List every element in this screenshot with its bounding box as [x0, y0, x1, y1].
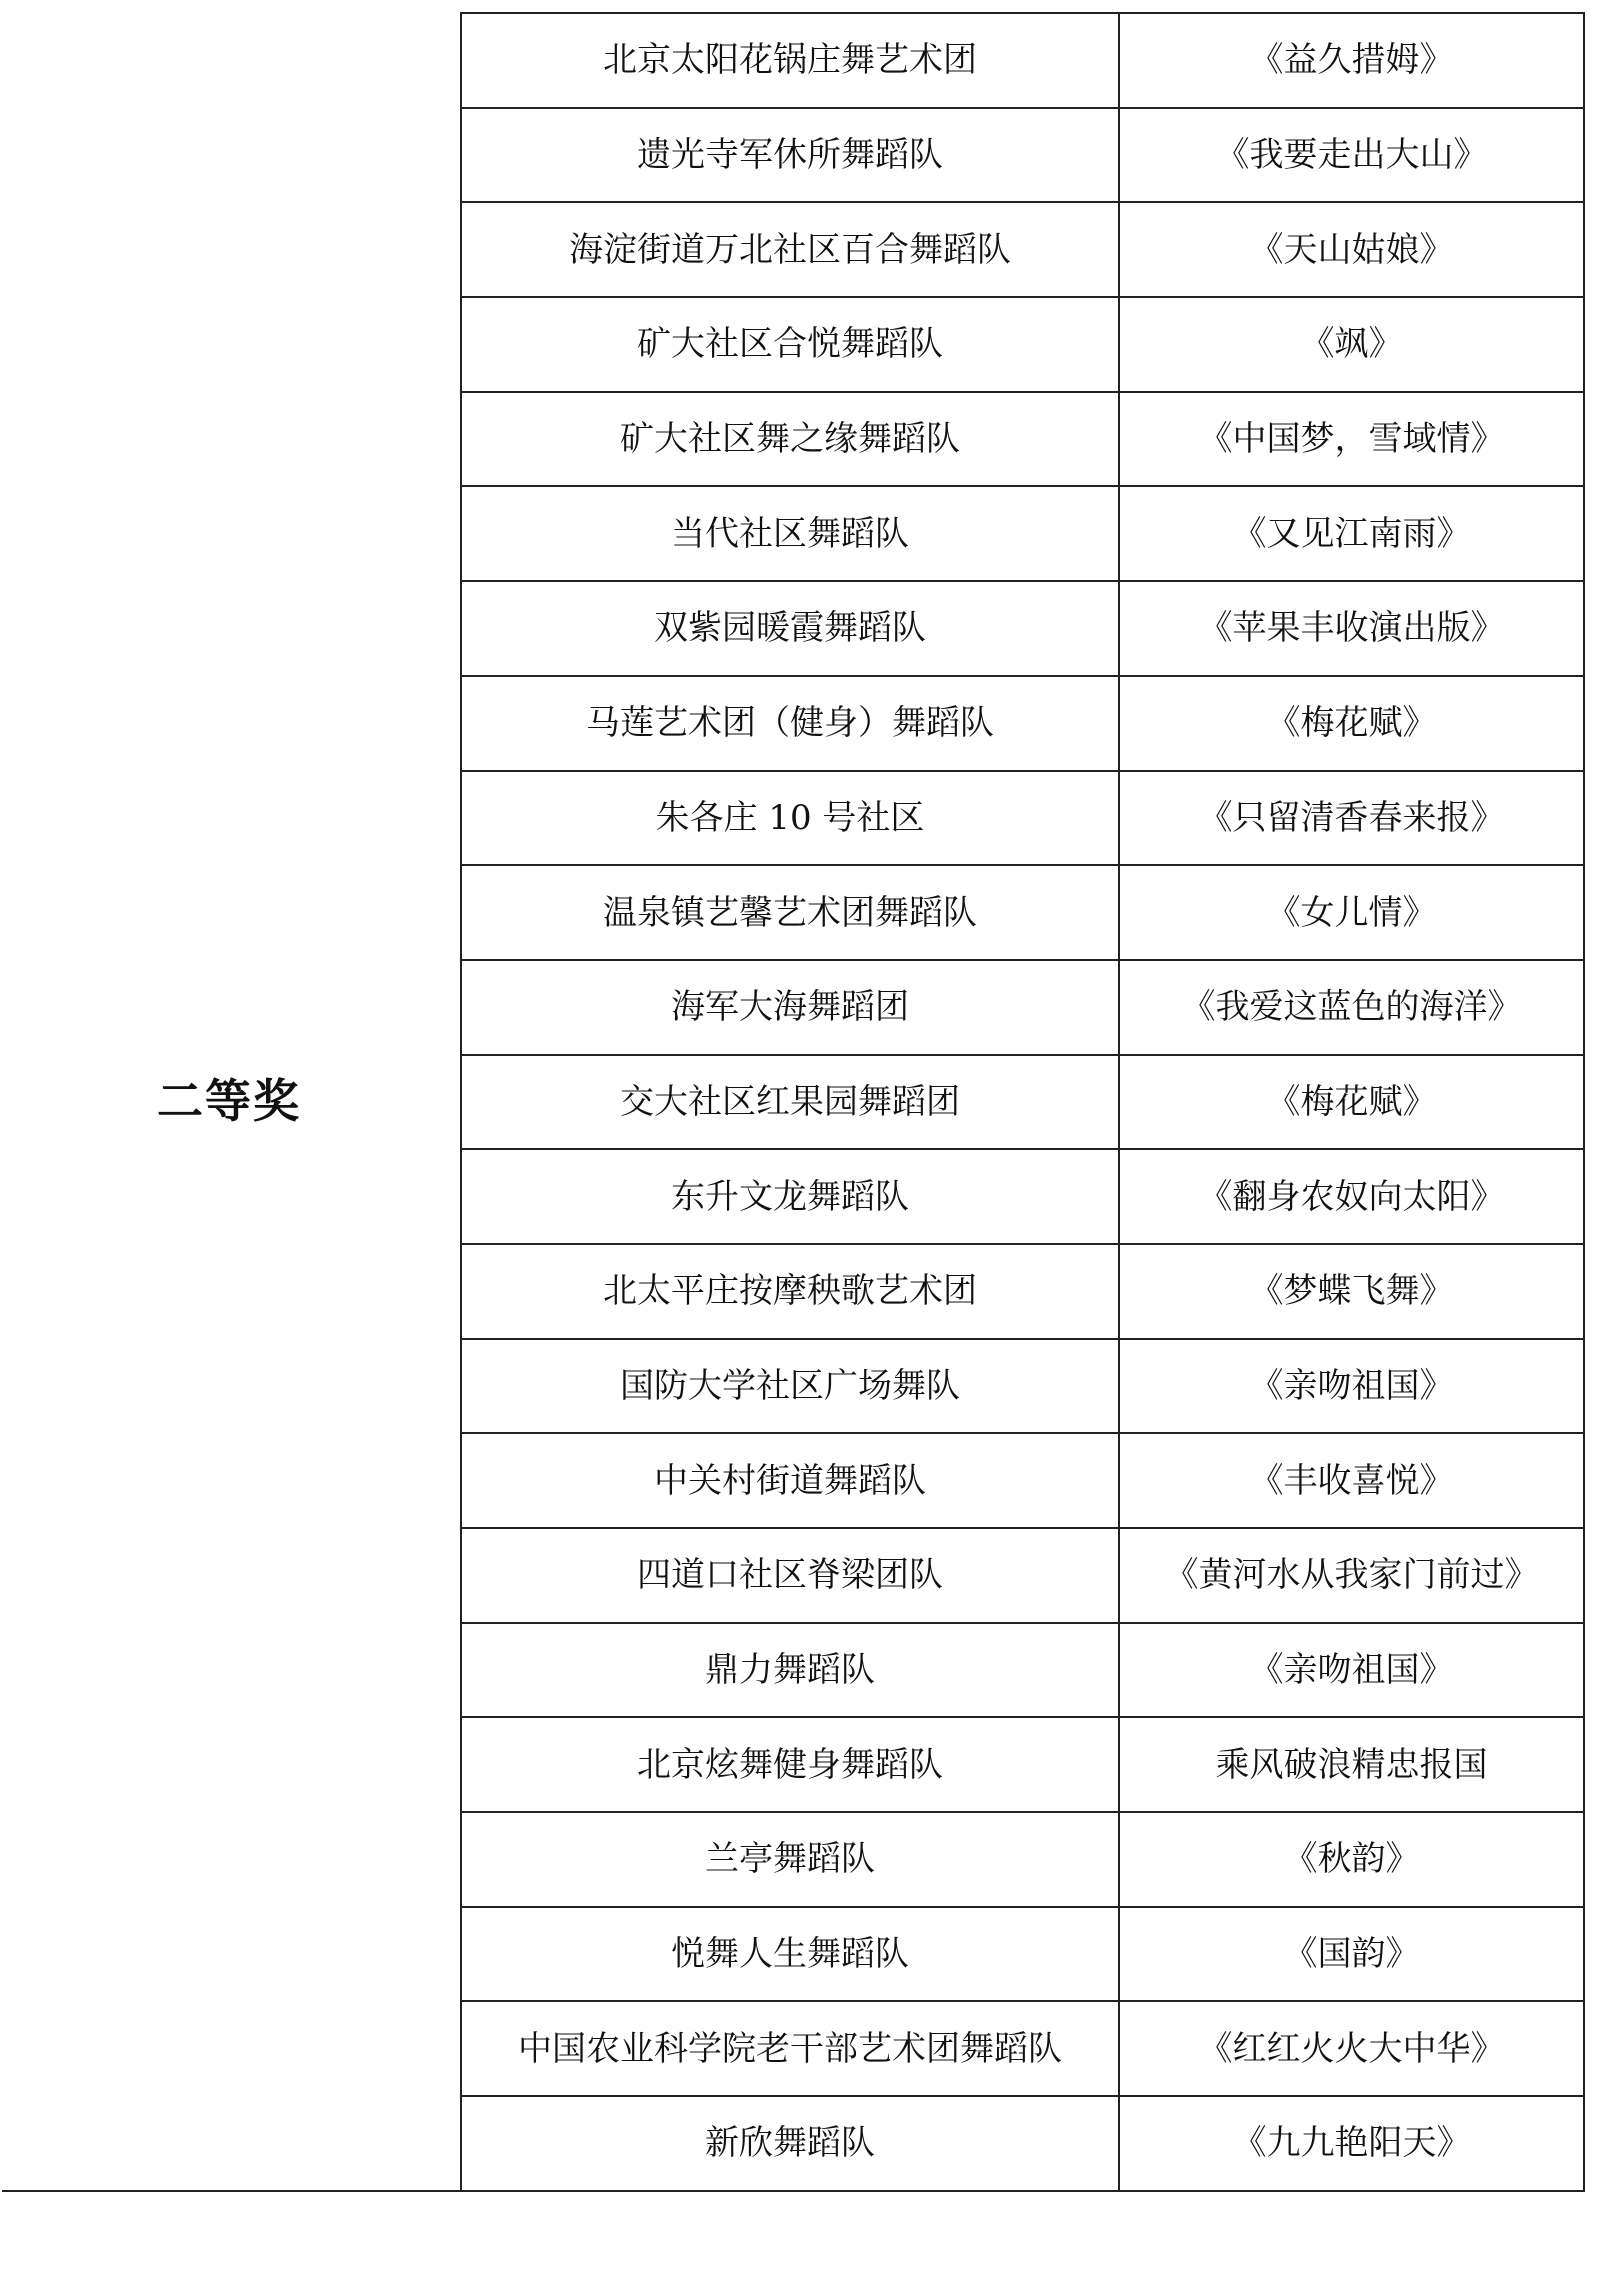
program-title-cell: 《梅花赋》 [1119, 1055, 1584, 1150]
program-title-cell: 《丰收喜悦》 [1119, 1433, 1584, 1528]
program-title-cell: 《只留清香春来报》 [1119, 771, 1584, 866]
team-name-cell: 悦舞人生舞蹈队 [461, 1907, 1119, 2002]
program-title-cell: 《亲吻祖国》 [1119, 1623, 1584, 1718]
team-name-cell: 矿大社区合悦舞蹈队 [461, 297, 1119, 392]
program-title-cell: 《又见江南雨》 [1119, 486, 1584, 581]
team-name-cell: 遗光寺军休所舞蹈队 [461, 108, 1119, 203]
program-title-cell: 《益久措姆》 [1119, 13, 1584, 108]
program-title-cell: 《天山姑娘》 [1119, 202, 1584, 297]
program-title-cell: 《红红火火大中华》 [1119, 2001, 1584, 2096]
program-title-cell: 《秋韵》 [1119, 1812, 1584, 1907]
team-name-cell: 海淀街道万北社区百合舞蹈队 [461, 202, 1119, 297]
team-name-cell: 海军大海舞蹈团 [461, 960, 1119, 1055]
program-title-cell: 乘风破浪精忠报国 [1119, 1717, 1584, 1812]
program-title-cell: 《我要走出大山》 [1119, 108, 1584, 203]
program-title-cell: 《梅花赋》 [1119, 676, 1584, 771]
award-table-body [2, 13, 1584, 2191]
team-name-cell: 朱各庄 10 号社区 [461, 771, 1119, 866]
team-name-cell: 兰亭舞蹈队 [461, 1812, 1119, 1907]
award-table [2, 12, 1585, 2192]
team-name-cell: 鼎力舞蹈队 [461, 1623, 1119, 1718]
program-title-cell: 《国韵》 [1119, 1907, 1584, 2002]
team-name-cell: 交大社区红果园舞蹈团 [461, 1055, 1119, 1150]
program-title-cell: 《亲吻祖国》 [1119, 1339, 1584, 1434]
program-title-cell: 《中国梦，雪域情》 [1119, 392, 1584, 487]
team-name-cell: 四道口社区脊梁团队 [461, 1528, 1119, 1623]
team-name-cell: 中国农业科学院老干部艺术团舞蹈队 [461, 2001, 1119, 2096]
team-name-cell: 北京炫舞健身舞蹈队 [461, 1717, 1119, 1812]
program-title-cell: 《黄河水从我家门前过》 [1119, 1528, 1584, 1623]
team-name-cell: 马莲艺术团（健身）舞蹈队 [461, 676, 1119, 771]
program-title-cell: 《飒》 [1119, 297, 1584, 392]
program-title-cell: 《梦蝶飞舞》 [1119, 1244, 1584, 1339]
team-name-cell: 新欣舞蹈队 [461, 2096, 1119, 2191]
program-title-cell: 《翻身农奴向太阳》 [1119, 1149, 1584, 1244]
team-name-cell: 当代社区舞蹈队 [461, 486, 1119, 581]
program-title-cell: 《苹果丰收演出版》 [1119, 581, 1584, 676]
team-name-cell: 国防大学社区广场舞队 [461, 1339, 1119, 1434]
team-name-cell: 矿大社区舞之缘舞蹈队 [461, 392, 1119, 487]
team-name-cell: 北太平庄按摩秧歌艺术团 [461, 1244, 1119, 1339]
team-name-cell: 中关村街道舞蹈队 [461, 1433, 1119, 1528]
team-name-cell: 双紫园暖霞舞蹈队 [461, 581, 1119, 676]
program-title-cell: 《女儿情》 [1119, 865, 1584, 960]
table-row [2, 13, 1584, 108]
program-title-cell: 《我爱这蓝色的海洋》 [1119, 960, 1584, 1055]
team-name-cell: 东升文龙舞蹈队 [461, 1149, 1119, 1244]
team-name-cell: 北京太阳花锅庄舞艺术团 [461, 13, 1119, 108]
award-level-cell: 二等奖 [2, 13, 461, 2191]
program-title-cell: 《九九艳阳天》 [1119, 2096, 1584, 2191]
team-name-cell: 温泉镇艺馨艺术团舞蹈队 [461, 865, 1119, 960]
